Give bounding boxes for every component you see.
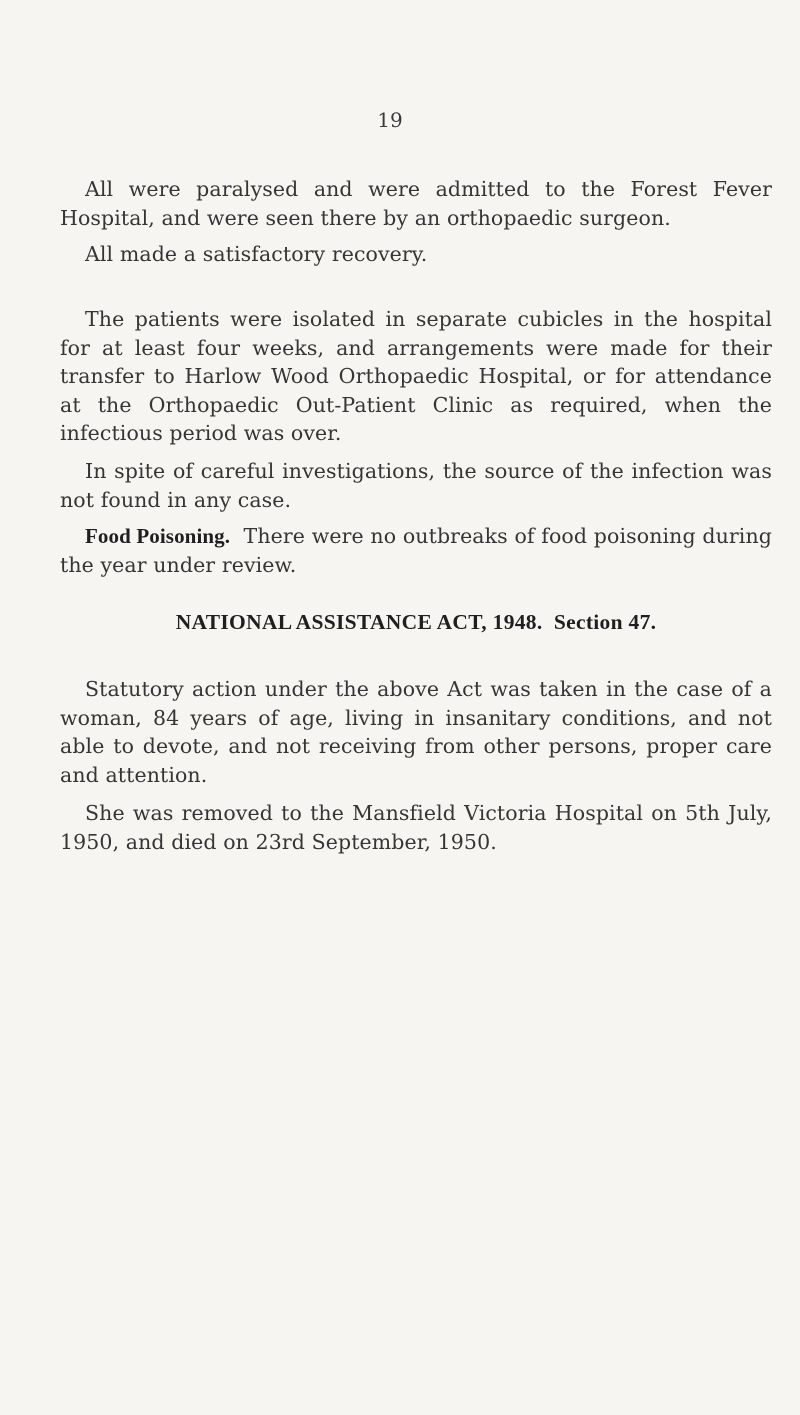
paragraph-isolation: The patients were isolated in separate cubicles in the hospital for at least four weeks, and arrangements were made for their transfer to Harlow Wood Orthopaedic Hospital, or for attendance at the Orthopaedic Out-Patient Clinic as required, when the infectious period was over. [60,307,772,445]
food-poisoning-heading: Food Poisoning. [85,524,231,548]
paragraph-investigations: In spite of careful investigations, the source of the infection was not found in any case. [60,459,772,512]
section-title: NATIONAL ASSISTANCE ACT, 1948. [175,610,543,634]
section-heading [60,610,772,635]
page-number: 19 [377,108,403,132]
document-page [60,0,772,1415]
paragraph-mansfield: She was removed to the Mansfield Victoria Hospital on 5th July, 1950, and died on 23rd September, 1950. [60,801,772,854]
paragraph-statutory-action: Statutory action under the above Act was taken in the case of a woman, 84 years of age, living in insanitary conditions, and not able to devote, and not receiving from other persons, proper care and attention. [60,677,772,787]
paragraph-paralysed: All were paralysed and were admitted to the Forest Fever Hospital, and were seen there by an orthopaedic surgeon. [60,177,772,230]
paragraph-food-poisoning [60,522,772,579]
paragraph-recovery: All made a satisfactory recovery. [85,242,428,266]
food-poisoning-text: There were no outbreaks of food poisoning during the year under review. [60,524,772,577]
section-number: Section 47. [553,610,657,634]
